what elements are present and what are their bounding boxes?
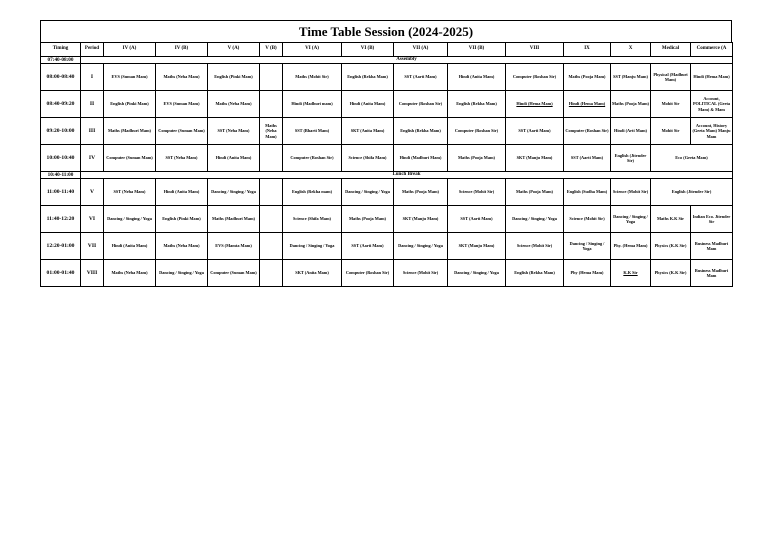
table-cell: Account, POLITICAL (Geeta Mam) & Mam <box>691 91 733 118</box>
table-cell: Maths (Madhuri Mam) <box>104 118 156 145</box>
table-row <box>41 64 733 91</box>
table-cell: Maths (Pooja Mam) <box>506 179 564 206</box>
table-cell: Business Madhuri Mam <box>691 233 733 260</box>
table-cell: Hindi (Hema Mam) <box>506 91 564 118</box>
period-time: 12:20-01:00 <box>41 233 81 260</box>
timetable-sheet <box>40 20 732 287</box>
table-cell: Mohit Sir <box>651 91 691 118</box>
table-cell: English (Pinki Mam) <box>104 91 156 118</box>
timetable <box>40 42 733 287</box>
table-cell: English (Rekha Mam) <box>394 118 448 145</box>
period-number: II <box>81 91 104 118</box>
table-cell: Dancing / Singing / Yoga <box>611 206 651 233</box>
table-cell: English (Rekha Mam) <box>342 64 394 91</box>
table-cell: English (Jitender Sir) <box>651 179 733 206</box>
table-cell: English (Pinki Mam) <box>208 64 260 91</box>
table-cell: Science (Mohit Sir) <box>564 206 611 233</box>
table-cell: English (Rekha Mam) <box>448 91 506 118</box>
column-header: V (B) <box>260 43 283 57</box>
table-cell: Science (Mohit Sir) <box>394 260 448 287</box>
period-number: III <box>81 118 104 145</box>
table-cell: Dancing / Singing / Yoga <box>283 233 342 260</box>
assembly-row <box>41 57 733 64</box>
table-cell: Dancing / Singing / Yoga <box>506 206 564 233</box>
table-cell: Science (Mohit Sir) <box>506 233 564 260</box>
table-cell <box>260 206 283 233</box>
table-cell: SST (Bharti Mam) <box>283 118 342 145</box>
table-cell: Physical (Madhuri Mam) <box>651 64 691 91</box>
table-cell: Dancing / Singing / Yoga <box>448 260 506 287</box>
table-cell: SST (Neha Mam) <box>208 118 260 145</box>
table-row <box>41 206 733 233</box>
table-row <box>41 145 733 172</box>
table-cell: Computer (Roshan Sir) <box>564 118 611 145</box>
column-header: Commerce (A <box>691 43 733 57</box>
table-cell: Science (Mohit Sir) <box>448 179 506 206</box>
table-cell: Hindi (Anita Mam) <box>448 64 506 91</box>
table-cell: Science (Mohit Sir) <box>611 179 651 206</box>
table-cell: Computer (Suman Mam) <box>208 260 260 287</box>
table-cell: Maths (Neha Mam) <box>104 260 156 287</box>
table-cell: Physics (K.K Sir) <box>651 260 691 287</box>
table-cell: SKT (Manju Mam) <box>448 233 506 260</box>
table-cell: Dancing / Singing / Yoga <box>208 179 260 206</box>
table-cell: Maths (Pooja Mam) <box>448 145 506 172</box>
table-cell: SST (Aarti Mam) <box>564 145 611 172</box>
page-title: Time Table Session (2024-2025) <box>40 20 732 42</box>
table-cell: Hindi (Anita Mam) <box>208 145 260 172</box>
table-cell: Computer (Suman Mam) <box>156 118 208 145</box>
table-cell: SST (Manju Mam) <box>611 64 651 91</box>
table-cell: Maths (Madhuri Mam) <box>208 206 260 233</box>
table-cell <box>260 91 283 118</box>
table-cell: Maths K.K Sir <box>651 206 691 233</box>
table-cell: SST (Aarti Mam) <box>342 233 394 260</box>
table-cell <box>260 233 283 260</box>
column-header: VI (B) <box>342 43 394 57</box>
table-cell: Dancing / Singing / Yoga <box>104 206 156 233</box>
period-time: 08:40-09:20 <box>41 91 81 118</box>
table-cell: Hindi (Anita Mam) <box>342 91 394 118</box>
period-number: IV <box>81 145 104 172</box>
table-cell: Computer (Roshan Sir) <box>342 260 394 287</box>
table-cell: Hindi (Hema Mam) <box>691 64 733 91</box>
table-cell: Science (Shifa Mam) <box>283 206 342 233</box>
table-cell: English (Jitender Sir) <box>611 145 651 172</box>
table-row <box>41 260 733 287</box>
period-time: 01:00-01:40 <box>41 260 81 287</box>
table-row <box>41 233 733 260</box>
period-time: 11:40-12:20 <box>41 206 81 233</box>
column-header: Period <box>81 43 104 57</box>
column-header: Medical <box>651 43 691 57</box>
period-number: I <box>81 64 104 91</box>
table-cell: English (Sudha Mam) <box>564 179 611 206</box>
table-cell <box>260 179 283 206</box>
table-cell: Dancing / Singing / Yoga <box>342 179 394 206</box>
table-cell <box>260 260 283 287</box>
table-cell: SKT (Manju Mam) <box>394 206 448 233</box>
table-cell: Computer (Roshan Sir) <box>283 145 342 172</box>
table-cell: Hindi (Madhuri mam) <box>283 91 342 118</box>
table-cell: Maths (Neha Mam) <box>156 64 208 91</box>
table-cell: Hindi (Hema Mam) <box>564 91 611 118</box>
period-number: V <box>81 179 104 206</box>
column-header: VII (A) <box>394 43 448 57</box>
table-row <box>41 179 733 206</box>
table-cell: Maths (Pooja Mam) <box>394 179 448 206</box>
column-header: IV (B) <box>156 43 208 57</box>
table-cell: Maths (Pooja Mam) <box>611 91 651 118</box>
column-header: VIII <box>506 43 564 57</box>
table-cell: English (Rekha Mam) <box>506 260 564 287</box>
table-cell: Hindi (Madhuri Mam) <box>394 145 448 172</box>
table-cell: SKT (Anita Mam) <box>283 260 342 287</box>
period-time: 10:00-10:40 <box>41 145 81 172</box>
column-header: IV (A) <box>104 43 156 57</box>
table-cell: Phy (Hema Mam) <box>564 260 611 287</box>
table-cell: Business Madhuri Mam <box>691 260 733 287</box>
table-cell: SST (Aarti Mam) <box>394 64 448 91</box>
table-cell: Maths (Neha Mam) <box>260 118 283 145</box>
table-cell <box>260 145 283 172</box>
table-cell: Maths (Pooja Mam) <box>342 206 394 233</box>
column-header: IX <box>564 43 611 57</box>
column-header: X <box>611 43 651 57</box>
lunch-break-row <box>41 172 733 179</box>
table-cell: Phy. (Hema Mam) <box>611 233 651 260</box>
table-cell: EVS (Mamta Mam) <box>208 233 260 260</box>
header-row <box>41 43 733 57</box>
period-time: 08:00-08:40 <box>41 64 81 91</box>
table-cell: Science (Shifa Mam) <box>342 145 394 172</box>
table-cell: English (Rekha mam) <box>283 179 342 206</box>
period-time: 11:00-11:40 <box>41 179 81 206</box>
lunch-break-time: 10:40-11:00 <box>41 172 81 179</box>
table-cell: K.K Sir <box>611 260 651 287</box>
table-cell: English (Pinki Mam) <box>156 206 208 233</box>
table-cell: SST (Aarti Mam) <box>448 206 506 233</box>
table-cell: Indian Eco. Jitender Sir <box>691 206 733 233</box>
table-cell: Hindi (Arti Mam) <box>611 118 651 145</box>
table-cell: Hindi (Anita Mam) <box>156 179 208 206</box>
column-header: VI (A) <box>283 43 342 57</box>
column-header: VII (B) <box>448 43 506 57</box>
table-row <box>41 118 733 145</box>
table-cell: Computer (Suman Mam) <box>104 145 156 172</box>
table-cell: Maths (Mohit Sir) <box>283 64 342 91</box>
column-header: V (A) <box>208 43 260 57</box>
table-cell: Maths (Pooja Mam) <box>564 64 611 91</box>
table-cell: SST (Neha Mam) <box>104 179 156 206</box>
table-cell: Computer (Roshan Sir) <box>394 91 448 118</box>
table-cell: SST (Neha Mam) <box>156 145 208 172</box>
column-header: Timing <box>41 43 81 57</box>
period-time: 09:20-10:00 <box>41 118 81 145</box>
period-number: VIII <box>81 260 104 287</box>
assembly-time: 07:40-08:00 <box>41 57 81 64</box>
assembly-label: Assembly <box>81 57 733 64</box>
table-cell: Maths (Neha Mam) <box>156 233 208 260</box>
table-cell: SKT (Anita Mam) <box>342 118 394 145</box>
table-cell: EVS (Suman Mam) <box>104 64 156 91</box>
period-number: VI <box>81 206 104 233</box>
lunch-break-label: Lunch Break <box>81 172 733 179</box>
period-number: VII <box>81 233 104 260</box>
table-cell: EVS (Suman Mam) <box>156 91 208 118</box>
table-cell: Physics (K.K Sir) <box>651 233 691 260</box>
table-cell: Computer (Roshan Sir) <box>506 64 564 91</box>
table-cell: Mohit Sir <box>651 118 691 145</box>
table-cell: Hindi (Anita Mam) <box>104 233 156 260</box>
table-cell: SKT (Manju Mam) <box>506 145 564 172</box>
table-cell: Dancing / Singing / Yoga <box>156 260 208 287</box>
table-cell: Maths (Neha Mam) <box>208 91 260 118</box>
table-cell: Computer (Roshan Sir) <box>448 118 506 145</box>
table-cell: Dancing / Singing / Yoga <box>564 233 611 260</box>
table-cell <box>260 64 283 91</box>
table-cell: Dancing / Singing / Yoga <box>394 233 448 260</box>
table-row <box>41 91 733 118</box>
table-cell: Account, History (Geeta Mam) Manju Mam <box>691 118 733 145</box>
table-cell: Eco (Geeta Mam) <box>651 145 733 172</box>
table-cell: SST (Aarti Mam) <box>506 118 564 145</box>
